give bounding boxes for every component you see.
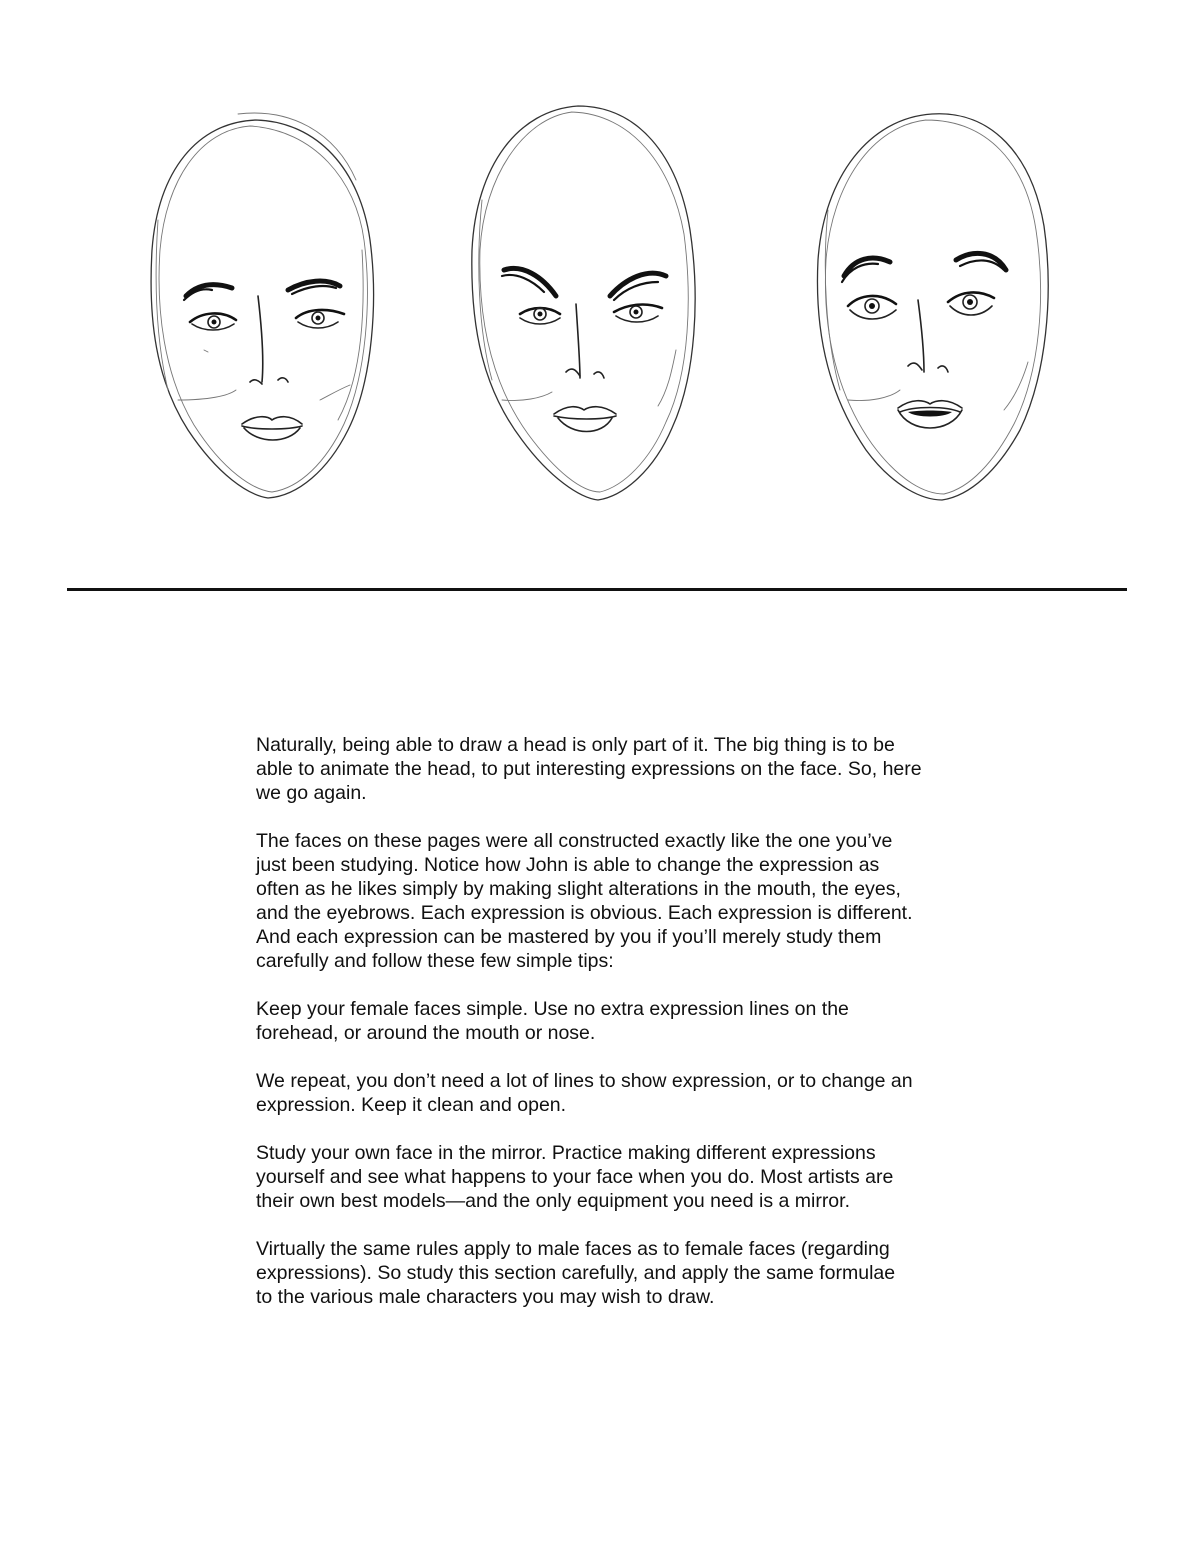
face-drawing-surprised	[800, 100, 1060, 510]
paragraph-construction: The faces on these pages were all constructed exactly like the one you’ve just been studying. Notice how John is able to change the expression as often as he likes simply by making slight alterations in the mouth, the eyes, and the eyebrows. Each expression is obvious. Each expression is different. And each expression can be mastered by you if you’ll merely study them carefully and follow these few simple tips:	[256, 830, 913, 972]
face-drawing-angry	[462, 100, 702, 510]
paragraph-tip-simple: Keep your female faces simple. Use no extra expression lines on the forehead, or around the mouth or nose.	[256, 998, 849, 1044]
section-divider	[67, 588, 1127, 591]
paragraph-tip-mirror: Study your own face in the mirror. Practice making different expressions yourself and see what happens to your face when you do. Most artists are their own best models—and the only equipment you need is a mirror.	[256, 1142, 894, 1212]
body-text	[256, 733, 986, 1333]
paragraph-intro: Naturally, being able to draw a head is only part of it. The big thing is to be able to animate the head, to put interesting expressions on the face. So, here we go again.	[256, 734, 922, 804]
paragraph-tip-lines: We repeat, you don’t need a lot of lines to show expression, or to change an expression. Keep it clean and open.	[256, 1070, 913, 1116]
paragraph-male-faces: Virtually the same rules apply to male faces as to female faces (regarding expressions). So study this section carefully, and apply the same formulae to the various male characters you may wish to draw.	[256, 1238, 896, 1308]
face-drawing-neutral	[138, 100, 378, 510]
face-illustrations	[0, 0, 1200, 560]
